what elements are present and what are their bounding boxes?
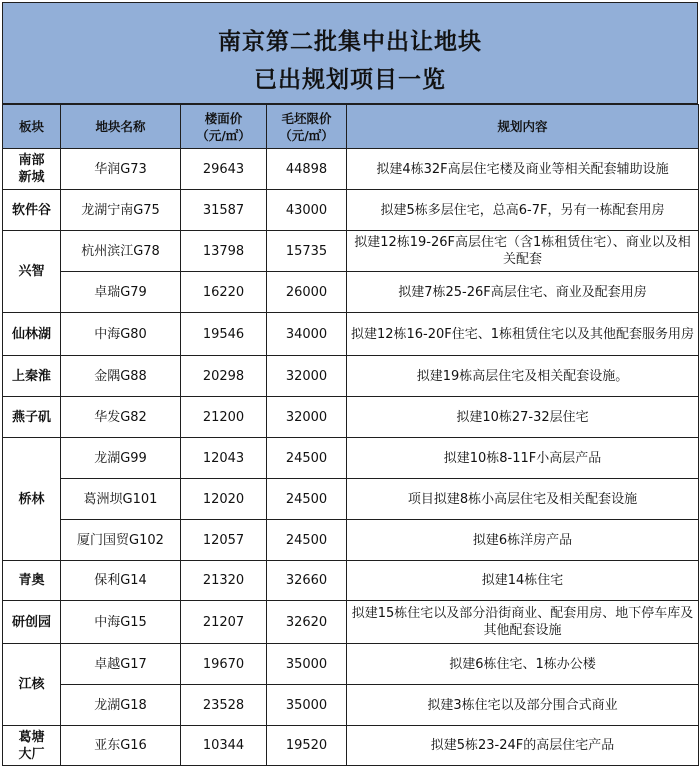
table-row: [3, 644, 699, 685]
table-row: [3, 190, 699, 231]
title-line-1: 南京第二批集中出让地块: [218, 29, 482, 55]
sector-cell: 葛塘 大厂: [3, 726, 61, 766]
price-cap-cell: 19520: [267, 726, 347, 766]
sector-cell: 青奥: [3, 561, 61, 601]
price-cap-cell: 32000: [267, 356, 347, 397]
price-cap-cell: 24500: [267, 438, 347, 479]
table-row: [3, 356, 699, 397]
title-banner: [2, 2, 698, 104]
plot-name-cell: 华发G82: [61, 397, 181, 438]
floor-price-cell: 21207: [181, 601, 267, 644]
plot-name-cell: 金隅G88: [61, 356, 181, 397]
plot-name-cell: 中海G15: [61, 601, 181, 644]
plot-name-cell: 厦门国贸G102: [61, 520, 181, 561]
table-row: [3, 438, 699, 479]
price-cap-cell: 32620: [267, 601, 347, 644]
sector-cell: 兴智: [3, 231, 61, 313]
plan-cell: 拟建19栋高层住宅及相关配套设施。: [347, 356, 699, 397]
price-cap-cell: 32660: [267, 561, 347, 601]
plan-cell: 拟建14栋住宅: [347, 561, 699, 601]
plot-name-cell: 亚东G16: [61, 726, 181, 766]
sector-cell: 燕子矶: [3, 397, 61, 438]
plan-cell: 拟建10栋8-11F小高层产品: [347, 438, 699, 479]
plot-name-cell: 杭州滨江G78: [61, 231, 181, 272]
plan-cell: 拟建15栋住宅以及部分沿街商业、配套用房、地下停车库及其他配套设施: [347, 601, 699, 644]
plan-cell: 拟建4栋32F高层住宅楼及商业等相关配套辅助设施: [347, 149, 699, 190]
table-row: [3, 272, 699, 313]
plot-name-cell: 卓越G17: [61, 644, 181, 685]
sector-cell: 桥林: [3, 438, 61, 561]
table-row: [3, 397, 699, 438]
floor-price-cell: 31587: [181, 190, 267, 231]
plan-cell: 拟建10栋27-32层住宅: [347, 397, 699, 438]
title-line-2: 已出规划项目一览: [254, 67, 446, 93]
floor-price-cell: 19670: [181, 644, 267, 685]
table-row: [3, 149, 699, 190]
table-row: [3, 601, 699, 644]
header-plan: 规划内容: [347, 105, 699, 149]
plan-cell: 拟建3栋住宅以及部分围合式商业: [347, 685, 699, 726]
sector-cell: 仙林湖: [3, 313, 61, 356]
plan-cell: 拟建5栋23-24F的高层住宅产品: [347, 726, 699, 766]
plan-cell: 拟建6栋洋房产品: [347, 520, 699, 561]
table-row: [3, 561, 699, 601]
floor-price-cell: 12043: [181, 438, 267, 479]
plot-name-cell: 卓瑞G79: [61, 272, 181, 313]
price-cap-cell: 32000: [267, 397, 347, 438]
price-cap-cell: 43000: [267, 190, 347, 231]
table-row: [3, 726, 699, 766]
floor-price-cell: 29643: [181, 149, 267, 190]
floor-price-cell: 10344: [181, 726, 267, 766]
floor-price-cell: 23528: [181, 685, 267, 726]
price-cap-cell: 35000: [267, 644, 347, 685]
plan-cell: 拟建12栋19-26F高层住宅（含1栋租赁住宅）、商业以及相关配套: [347, 231, 699, 272]
table-header-row: [3, 105, 699, 149]
plot-name-cell: 保利G14: [61, 561, 181, 601]
price-cap-cell: 24500: [267, 479, 347, 520]
plot-name-cell: 中海G80: [61, 313, 181, 356]
floor-price-cell: 12057: [181, 520, 267, 561]
plan-cell: 拟建6栋住宅、1栋办公楼: [347, 644, 699, 685]
sector-cell: 南部 新城: [3, 149, 61, 190]
floor-price-cell: 19546: [181, 313, 267, 356]
sector-cell: 研创园: [3, 601, 61, 644]
sector-cell: 软件谷: [3, 190, 61, 231]
sector-cell: 上秦淮: [3, 356, 61, 397]
land-plot-table: [2, 104, 699, 766]
floor-price-cell: 20298: [181, 356, 267, 397]
plot-name-cell: 龙湖宁南G75: [61, 190, 181, 231]
plot-name-cell: 龙湖G99: [61, 438, 181, 479]
price-cap-cell: 44898: [267, 149, 347, 190]
plan-cell: 拟建7栋25-26F高层住宅、商业及配套用房: [347, 272, 699, 313]
plan-cell: 拟建12栋16-20F住宅、1栋租赁住宅以及其他配套服务用房: [347, 313, 699, 356]
plan-cell: 拟建5栋多层住宅，总高6-7F，另有一栋配套用房: [347, 190, 699, 231]
floor-price-cell: 16220: [181, 272, 267, 313]
floor-price-cell: 21200: [181, 397, 267, 438]
floor-price-cell: 21320: [181, 561, 267, 601]
sector-cell: 江核: [3, 644, 61, 726]
table-row: [3, 520, 699, 561]
price-cap-cell: 34000: [267, 313, 347, 356]
header-name: 地块名称: [61, 105, 181, 149]
price-cap-cell: 15735: [267, 231, 347, 272]
table-row: [3, 313, 699, 356]
plan-cell: 项目拟建8栋小高层住宅及相关配套设施: [347, 479, 699, 520]
header-sector: 板块: [3, 105, 61, 149]
header-price-cap: 毛坯限价 （元/㎡）: [267, 105, 347, 149]
price-cap-cell: 24500: [267, 520, 347, 561]
header-floor-price: 楼面价 （元/㎡）: [181, 105, 267, 149]
plot-name-cell: 龙湖G18: [61, 685, 181, 726]
price-cap-cell: 26000: [267, 272, 347, 313]
plot-name-cell: 华润G73: [61, 149, 181, 190]
floor-price-cell: 13798: [181, 231, 267, 272]
floor-price-cell: 12020: [181, 479, 267, 520]
table-row: [3, 231, 699, 272]
plot-name-cell: 葛洲坝G101: [61, 479, 181, 520]
table-row: [3, 479, 699, 520]
price-cap-cell: 35000: [267, 685, 347, 726]
table-row: [3, 685, 699, 726]
